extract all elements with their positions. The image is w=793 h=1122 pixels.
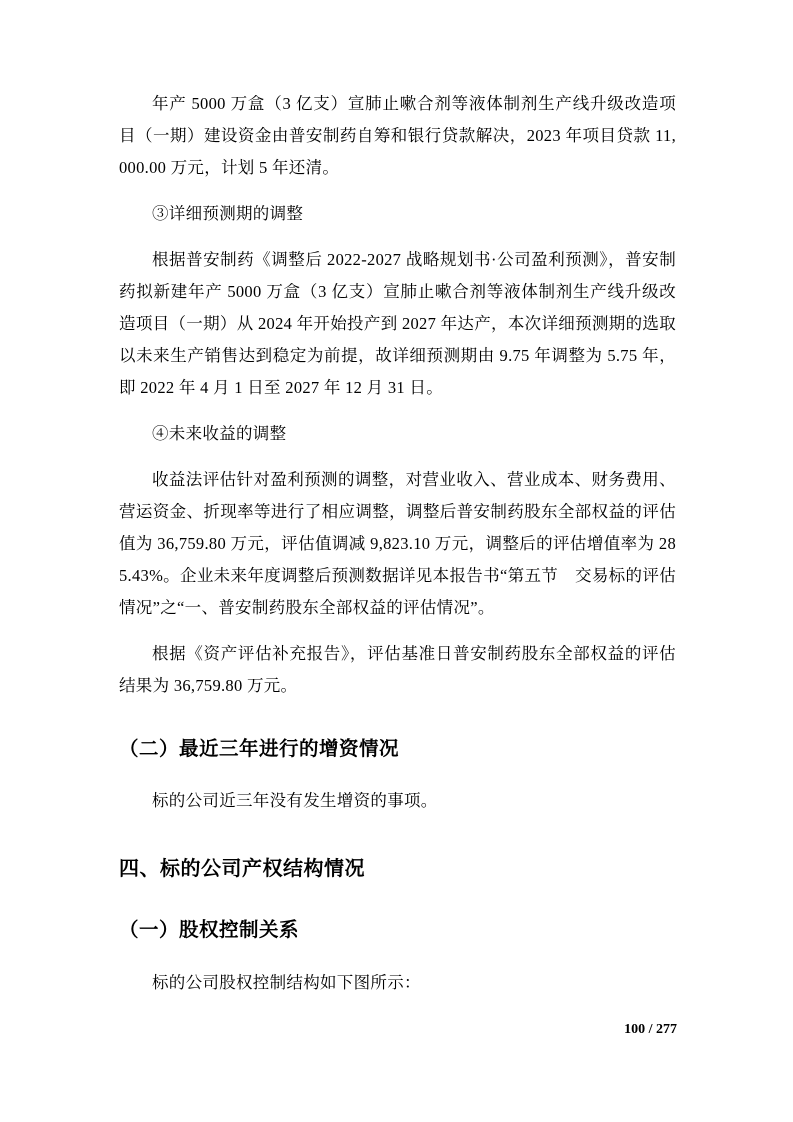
paragraph-no-capital-increase: 标的公司近三年没有发生增资的事项。 <box>152 791 438 811</box>
paragraph-equity-structure-intro: 标的公司股权控制结构如下图所示： <box>152 972 421 992</box>
document-content <box>119 88 676 1013</box>
section-heading-capital-increase: （二）最近三年进行的增资情况 <box>119 738 400 760</box>
paragraph-income-adjustment-detail: 收益法评估针对盈利预测的调整，对营业收入、营业成本、财务费用、营运资金、折现率等进行了相应调整，调整后普安制药股东全部权益的评估值为 36,759.80 万元，评估值调减 9,823.10 万元，调整后的评估增值率为 285.43%。企业未来年度调整后预测数据详见本报告书“第五节 交易标的评估情况”之“一、普安制药股东全部权益的评估情况”。 <box>119 470 676 617</box>
paragraph-supplement-report-result: 根据《资产评估补充报告》，评估基准日普安制药股东全部权益的评估结果为 36,759.80 万元。 <box>119 644 676 695</box>
section-heading-equity-control: （一）股权控制关系 <box>119 919 300 942</box>
chapter-heading-ownership-structure: 四、标的公司产权结构情况 <box>119 858 365 881</box>
page-number: 100 / 277 <box>624 1022 677 1037</box>
paragraph-project-funding: 年产 5000 万盒（3 亿支）宣肺止嗽合剂等液体制剂生产线升级改造项目（一期）建设资金由普安制药自筹和银行贷款解决，2023 年项目贷款 11,000.00 万元，计划 5 年还清。 <box>119 94 676 177</box>
subheading-forecast-period-adjustment: ③详细预测期的调整 <box>152 204 304 223</box>
paragraph-forecast-period-detail: 根据普安制药《调整后 2022-2027 战略规划书·公司盈利预测》，普安制药拟新建年产 5000 万盒（3 亿支）宣肺止嗽合剂等液体制剂生产线升级改造项目（一期）从 2024 年开始投产到 2027 年达产，本次详细预测期的选取以未来生产销售达到稳定为前提，故详细预测期由 9.75 年调整为 5.75 年，即 2022 年 4 月 1 日至 2027 年 12 月 31 日。 <box>119 250 676 397</box>
subheading-future-income-adjustment: ④未来收益的调整 <box>152 424 287 443</box>
